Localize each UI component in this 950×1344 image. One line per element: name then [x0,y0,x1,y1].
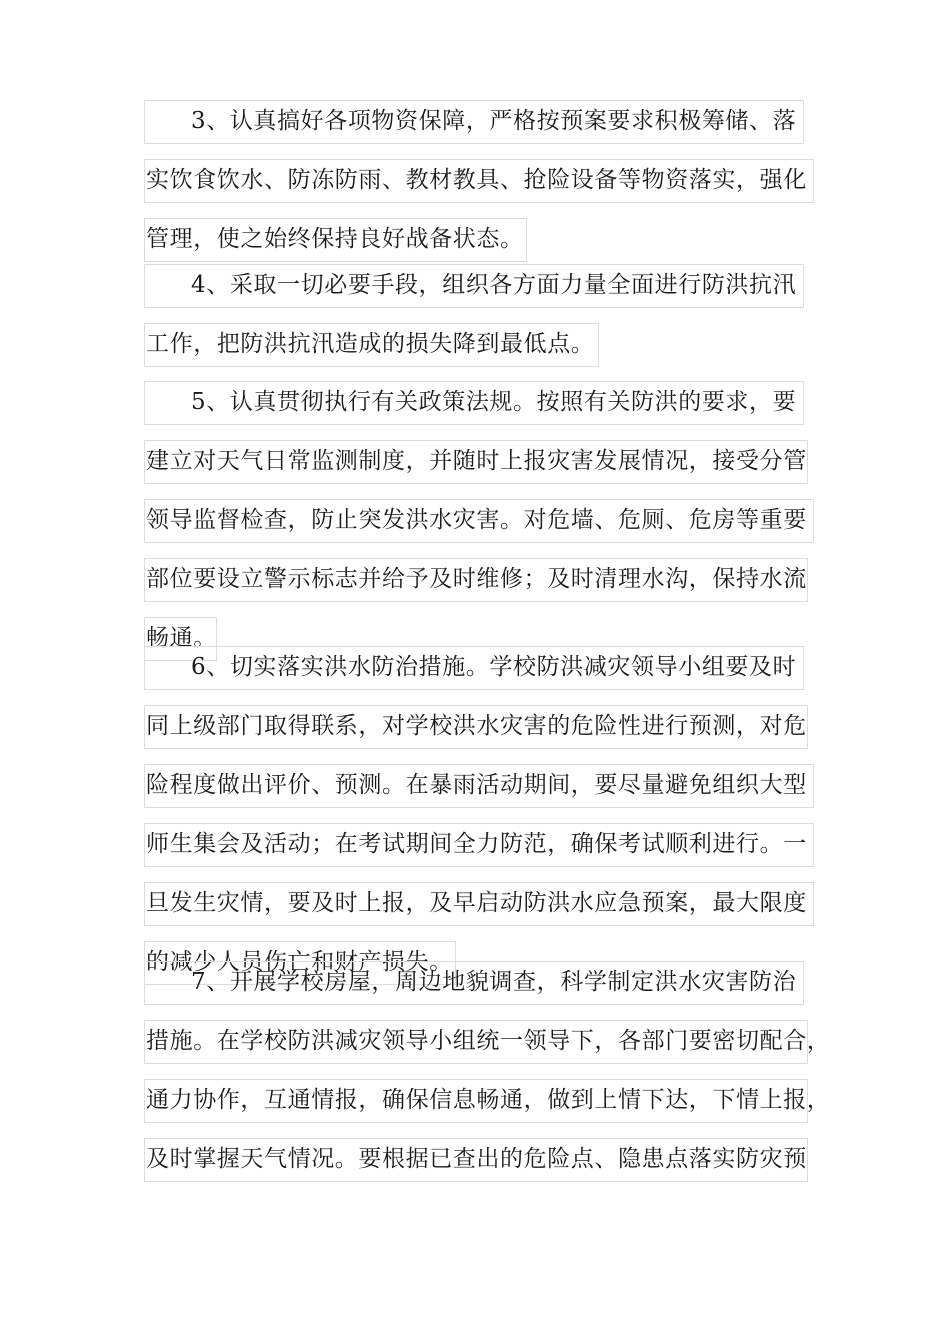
text-line: 同上级部门取得联系，对学校洪水灾害的危险性进行预测，对危 [144,705,808,749]
text-line: 3、认真搞好各项物资保障，严格按预案要求积极筹储、落 [144,100,804,144]
paragraph-6 [144,646,819,1000]
text-line: 旦发生灾情，要及时上报，及早启动防洪水应急预案，最大限度 [144,882,814,926]
text-line: 4、采取一切必要手段，组织各方面力量全面进行防洪抗汛 [144,264,804,308]
text-line: 6、切实落实洪水防治措施。学校防洪减灾领导小组要及时 [144,646,804,690]
text-line: 畅通。 [144,617,217,661]
text-line: 5、认真贯彻执行有关政策法规。按照有关防洪的要求，要 [144,381,804,425]
text-line: 及时掌握天气情况。要根据已查出的危险点、隐患点落实防灾预 [144,1138,808,1182]
paragraph-4 [144,264,819,382]
text-line: 部位要设立警示标志并给予及时维修；及时清理水沟，保持水流 [144,558,808,602]
text-line: 通力协作，互通情报，确保信息畅通，做到上情下达，下情上报， [144,1079,808,1123]
text-line: 建立对天气日常监测制度，并随时上报灾害发展情况，接受分管 [144,440,808,484]
text-line: 师生集会及活动；在考试期间全力防范，确保考试顺利进行。一 [144,823,814,867]
text-line: 管理，使之始终保持良好战备状态。 [144,218,527,262]
paragraph-3 [144,100,819,277]
text-line: 险程度做出评价、预测。在暴雨活动期间，要尽量避免组织大型 [144,764,814,808]
paragraph-7 [144,961,831,1197]
text-line: 领导监督检查，防止突发洪水灾害。对危墙、危厕、危房等重要 [144,499,814,543]
text-line: 实饮食饮水、防冻防雨、教材教具、抢险设备等物资落实，强化 [144,159,814,203]
text-line: 工作，把防洪抗汛造成的损失降到最低点。 [144,323,599,367]
paragraph-5 [144,381,819,676]
text-line: 措施。在学校防洪减灾领导小组统一领导下，各部门要密切配合， [144,1020,808,1064]
text-line: 的减少人员伤亡和财产损失。 [144,941,456,985]
text-line: 7、开展学校房屋，周边地貌调查，科学制定洪水灾害防治 [144,961,804,1005]
